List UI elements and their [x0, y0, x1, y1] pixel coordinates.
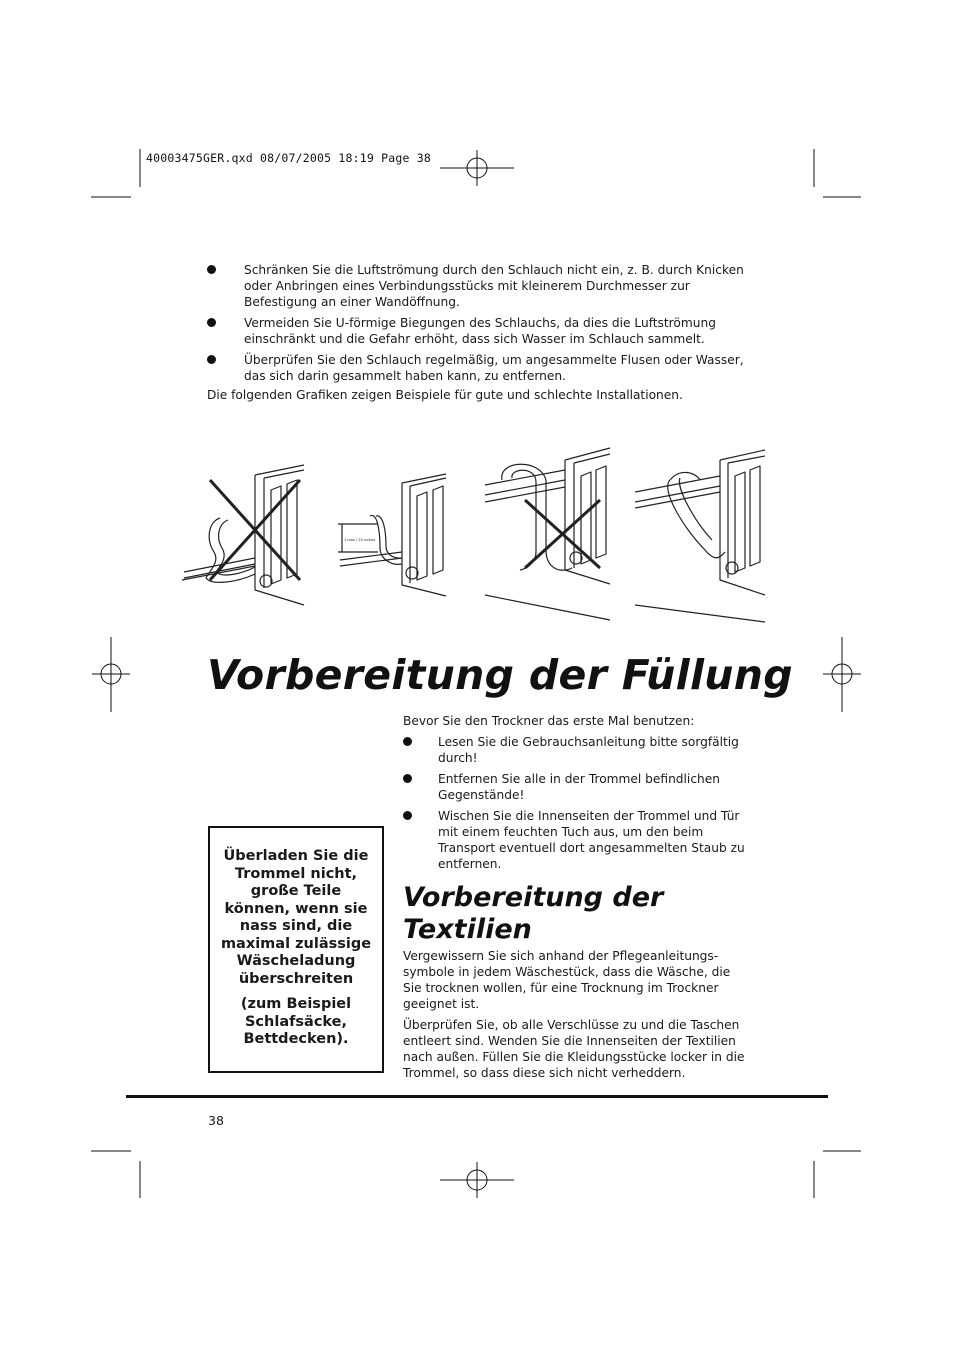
overload-warning-box [208, 826, 384, 1073]
list-item: Vermeiden Sie U-förmige Biegungen des Schlauchs, da dies die Luftströmung einschränkt und die Gefahr erhöht, dass sich Wasser im Schlauch sammelt. [207, 315, 747, 347]
warning-example: (zum Beispiel Schlafsäcke, Bettdecken). [240, 996, 352, 1047]
list-item: Lesen Sie die Gebrauchsanleitung bitte sorgfältig durch! [403, 734, 748, 766]
bullet-icon [207, 265, 216, 274]
bullet-icon [403, 811, 412, 820]
illustration-intro: Die folgenden Grafiken zeigen Beispiele für gute und schlechte Installationen. [207, 388, 683, 402]
height-measure-label: 1 max / 20 inches [344, 538, 376, 542]
bullet-icon [403, 737, 412, 746]
list-item: Wischen Sie die Innenseiten der Trommel und Tür mit einem feuchten Tuch aus, um den beim Transport eventuell dort angesammelten Staub zu entfernen. [403, 808, 748, 872]
hose-advice-list [207, 262, 747, 389]
fasteners-paragraph: Überprüfen Sie, ob alle Verschlüsse zu und die Taschen entleert sind. Wenden Sie die Innenseiten der Textilien nach außen. Füllen Sie die Kleidungsstücke locker in die Trommel, so dass diese sich nicht verheddern. [403, 1018, 745, 1080]
illustration-bad-kinked-hose [182, 465, 304, 605]
page-title: Vorbereitung der Füllung [207, 651, 793, 699]
print-slug: 40003475GER.qxd 08/07/2005 18:19 Page 38 [146, 151, 431, 165]
bullet-icon [207, 318, 216, 327]
before-use-intro: Bevor Sie den Trockner das erste Mal benutzen: [403, 714, 695, 728]
illustration-good-measured-hose [338, 474, 446, 596]
warning-text: Überladen Sie die Trommel nicht, große Teile können, wenn sie nass sind, die maximal zulässige Wäscheladung überschreiten [220, 848, 372, 987]
bullet-icon [207, 355, 216, 364]
before-use-list [403, 734, 748, 877]
list-item: Entfernen Sie alle in der Trommel befindlichen Gegenstände! [403, 771, 748, 803]
care-label-paragraph: Vergewissern Sie sich anhand der Pflegeanleitungs-symbole in jedem Wäschestück, dass die Wäsche, die Sie trocknen wollen, für eine Trocknung im Trockner geeignet ist. [403, 949, 731, 1011]
footer-rule [126, 1095, 828, 1098]
installation-illustrations [180, 440, 770, 625]
illustration-bad-u-bend [485, 448, 610, 620]
bullet-icon [403, 774, 412, 783]
list-item: Überprüfen Sie den Schlauch regelmäßig, um angesammelte Flusen oder Wasser, das sich darin gesammelt haben kann, zu entfernen. [207, 352, 747, 384]
section-subtitle: Vorbereitung der Textilien [403, 882, 664, 945]
illustration-good-high-hose [635, 450, 765, 622]
list-item: Schränken Sie die Luftströmung durch den Schlauch nicht ein, z. B. durch Knicken oder Anbringen eines Verbindungsstücks mit kleinerem Durchmesser zur Befestigung an einer Wandöffnung. [207, 262, 747, 310]
page-number: 38 [208, 1113, 224, 1128]
